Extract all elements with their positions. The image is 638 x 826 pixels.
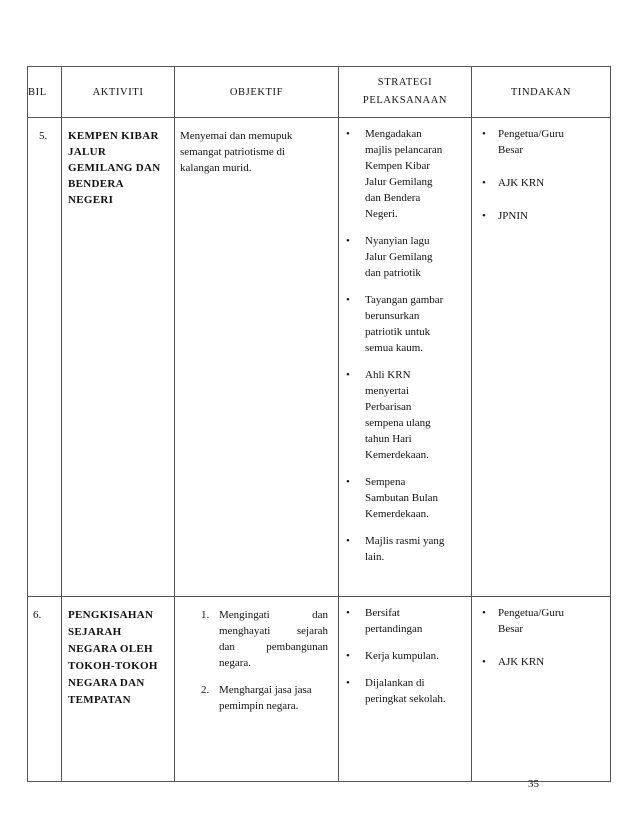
activity-line: KEMPEN KIBAR bbox=[68, 130, 159, 142]
list-number: 1. bbox=[201, 609, 210, 621]
activity-plan-table bbox=[27, 66, 611, 782]
strategy-line: menyertai bbox=[365, 385, 409, 397]
header-strategi-line2: PELAKSANAAN bbox=[362, 95, 448, 106]
table-row bbox=[28, 597, 611, 782]
header-bil: BIL bbox=[28, 67, 62, 118]
activity-line: PENGKISAHAN bbox=[68, 609, 154, 621]
list-item bbox=[339, 233, 471, 281]
objective-line: kalangan murid. bbox=[180, 162, 252, 174]
activity-line: NEGERI bbox=[68, 194, 114, 206]
list-item bbox=[472, 208, 610, 224]
bullet-icon: • bbox=[482, 656, 486, 668]
strategy-line: dan Bendera bbox=[365, 192, 421, 204]
list-item bbox=[339, 292, 471, 356]
page-number: 35 bbox=[528, 778, 539, 790]
strategy-line: berunsurkan bbox=[365, 310, 420, 322]
list-item bbox=[472, 175, 610, 191]
bullet-icon: • bbox=[346, 677, 350, 689]
list-item bbox=[339, 126, 471, 222]
objective-line: Mengingati dan bbox=[219, 609, 328, 621]
strategy-cell bbox=[339, 118, 472, 597]
activity-line: TOKOH-TOKOH bbox=[68, 660, 158, 672]
action-line: Besar bbox=[498, 144, 524, 156]
strategy-line: Dijalankan di bbox=[365, 677, 425, 689]
bullet-icon: • bbox=[346, 294, 350, 306]
strategy-line: Jalur Gemilang bbox=[365, 251, 433, 263]
header-aktiviti: AKTIVITI bbox=[62, 67, 175, 118]
action-cell bbox=[472, 118, 611, 597]
strategy-line: pertandingan bbox=[365, 623, 423, 635]
action-line: AJK KRN bbox=[498, 177, 545, 189]
strategy-line: Jalur Gemilang bbox=[365, 176, 433, 188]
bullet-icon: • bbox=[482, 177, 486, 189]
table-row bbox=[28, 118, 611, 597]
row-number: 6. bbox=[28, 597, 62, 782]
activity-line: BENDERA bbox=[68, 178, 124, 190]
activity-line: JALUR bbox=[68, 146, 107, 158]
list-item bbox=[180, 607, 328, 671]
strategy-line: Negeri. bbox=[365, 208, 398, 220]
bullet-icon: • bbox=[482, 607, 486, 619]
header-objektif: OBJEKTIF bbox=[175, 67, 339, 118]
objective-cell bbox=[175, 118, 339, 597]
objective-line: Menyemai dan memupuk bbox=[180, 130, 293, 142]
objective-line: semangat patriotisme di bbox=[180, 146, 286, 158]
bullet-icon: • bbox=[346, 369, 350, 381]
header-strategi-line1: STRATEGI bbox=[377, 77, 433, 88]
strategy-line: Ahli KRN bbox=[365, 369, 411, 381]
strategy-line: sempena ulang bbox=[365, 417, 431, 429]
strategy-line: tahun Hari bbox=[365, 433, 412, 445]
objective-line: pemimpin negara. bbox=[219, 700, 299, 712]
bullet-icon: • bbox=[346, 128, 350, 140]
action-cell bbox=[472, 597, 611, 782]
strategy-line: majlis pelancaran bbox=[365, 144, 443, 156]
activity-line: NEGARA DAN bbox=[68, 677, 145, 689]
bullet-icon: • bbox=[482, 128, 486, 140]
list-item bbox=[339, 474, 471, 522]
strategy-line: Kemerdekaan. bbox=[365, 508, 429, 520]
header-row bbox=[28, 67, 611, 118]
list-item bbox=[339, 605, 471, 637]
strategy-line: Kerja kumpulan. bbox=[365, 650, 439, 662]
strategy-line: Perbarisan bbox=[365, 401, 412, 413]
bullet-icon: • bbox=[346, 535, 350, 547]
objective-line: Menghargai jasa jasa bbox=[219, 684, 312, 696]
row-number: 5. bbox=[28, 118, 62, 597]
bullet-icon: • bbox=[346, 607, 350, 619]
objective-line: menghayati sejarah bbox=[219, 625, 328, 637]
strategy-line: Mengadakan bbox=[365, 128, 422, 140]
strategy-line: Tayangan gambar bbox=[365, 294, 444, 306]
action-line: Pengetua/Guru bbox=[498, 607, 564, 619]
action-line: Pengetua/Guru bbox=[498, 128, 564, 140]
strategy-line: Sambutan Bulan bbox=[365, 492, 439, 504]
activity-line: GEMILANG DAN bbox=[68, 162, 161, 174]
bullet-icon: • bbox=[482, 210, 486, 222]
action-line: Besar bbox=[498, 623, 524, 635]
strategy-line: patriotik untuk bbox=[365, 326, 431, 338]
strategy-cell bbox=[339, 597, 472, 782]
action-line: JPNIN bbox=[498, 210, 528, 222]
strategy-line: Majlis rasmi yang bbox=[365, 535, 445, 547]
list-item bbox=[339, 648, 471, 664]
list-item bbox=[472, 605, 610, 637]
strategy-line: Nyanyian lagu bbox=[365, 235, 430, 247]
list-item bbox=[472, 654, 610, 670]
activity-line: TEMPATAN bbox=[68, 694, 131, 706]
strategy-line: Kemerdekaan. bbox=[365, 449, 429, 461]
activity-line: NEGARA OLEH bbox=[68, 643, 153, 655]
list-item bbox=[339, 533, 471, 565]
bullet-icon: • bbox=[346, 476, 350, 488]
objective-cell bbox=[175, 597, 339, 782]
objective-line: dan pembangunan bbox=[219, 641, 328, 653]
list-item bbox=[339, 675, 471, 707]
list-item bbox=[180, 682, 328, 714]
strategy-line: Bersifat bbox=[365, 607, 400, 619]
activity-cell bbox=[62, 118, 175, 597]
header-tindakan: TINDAKAN bbox=[472, 67, 611, 118]
strategy-line: lain. bbox=[365, 551, 385, 563]
list-number: 2. bbox=[201, 684, 210, 696]
strategy-line: peringkat sekolah. bbox=[365, 693, 446, 705]
strategy-line: Kempen Kibar bbox=[365, 160, 431, 172]
header-strategi bbox=[339, 67, 472, 118]
bullet-icon: • bbox=[346, 650, 350, 662]
action-line: AJK KRN bbox=[498, 656, 545, 668]
strategy-line: semua kaum. bbox=[365, 342, 424, 354]
bullet-icon: • bbox=[346, 235, 350, 247]
objective-line: negara. bbox=[219, 657, 252, 669]
strategy-line: Sempena bbox=[365, 476, 406, 488]
list-item bbox=[339, 367, 471, 463]
strategy-line: dan patriotik bbox=[365, 267, 421, 279]
list-item bbox=[472, 126, 610, 158]
activity-cell bbox=[62, 597, 175, 782]
activity-line: SEJARAH bbox=[68, 626, 122, 638]
